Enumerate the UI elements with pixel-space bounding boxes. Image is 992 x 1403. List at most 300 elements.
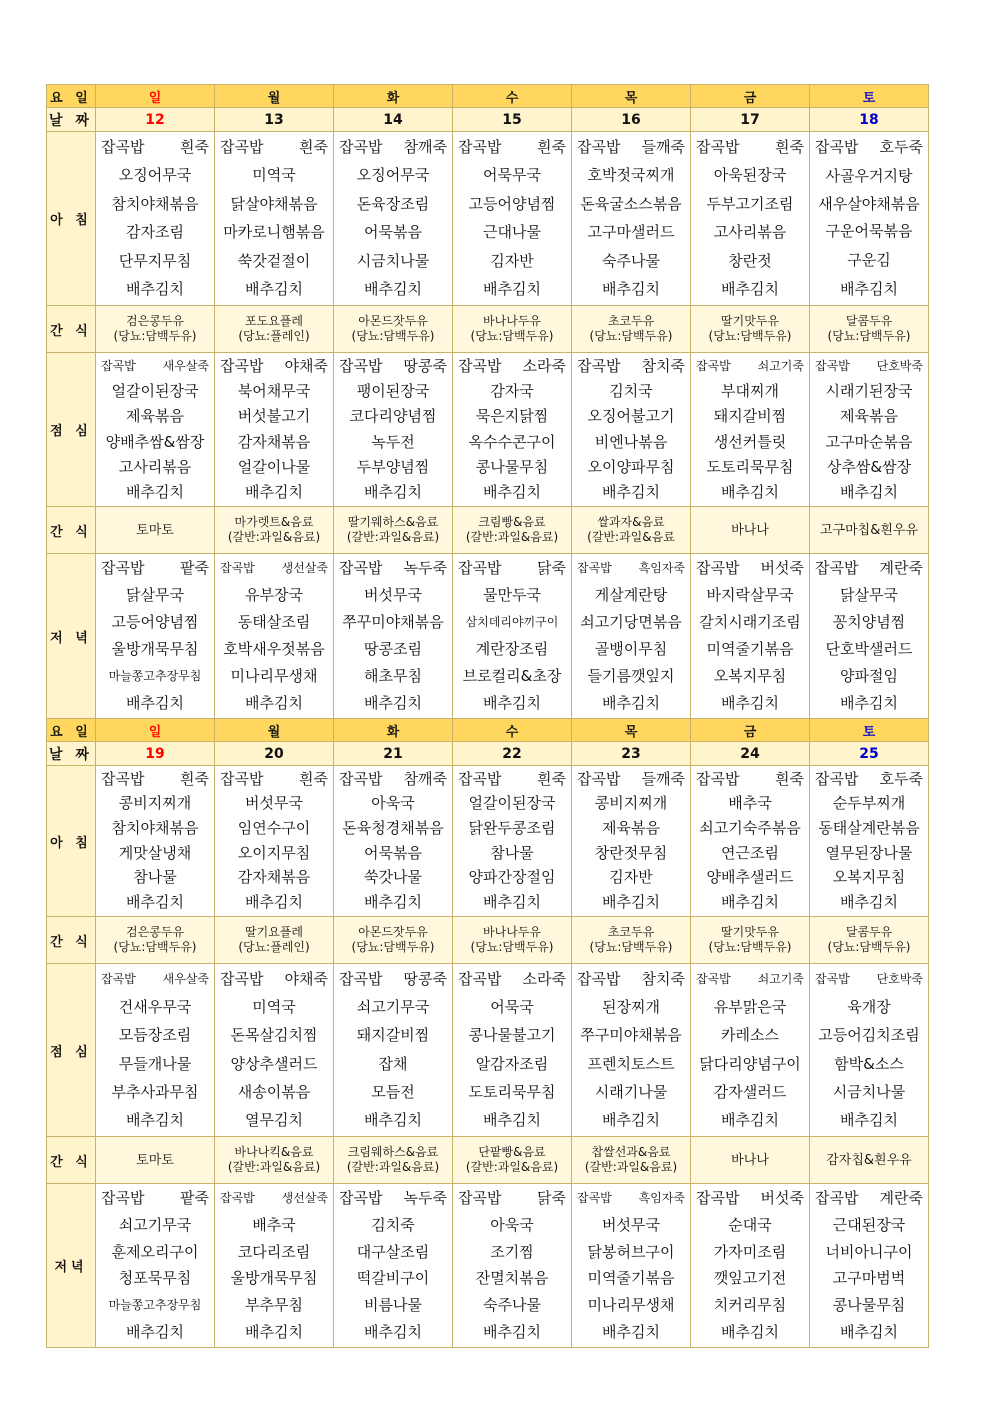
menu-item: 배추김치: [126, 482, 184, 501]
snack-item: 찹쌀선과&음료: [591, 1145, 671, 1159]
menu-item: 치커리무침: [713, 1296, 787, 1315]
menu-item: 배추김치: [721, 694, 779, 712]
menu-item: 잡곡밥 들깨죽: [577, 769, 685, 788]
weekday-cell: 일: [96, 719, 215, 742]
menu-item: 잡곡밥 팥죽: [101, 1188, 209, 1207]
menu-item: 잡곡밥 생선살죽: [220, 561, 328, 575]
menu-item: 잡곡밥 흰죽: [696, 137, 804, 156]
menu-item: 배추김치: [840, 280, 898, 299]
snack2-cell: [334, 507, 453, 554]
menu-item: 잡곡밥 야채죽: [220, 969, 328, 988]
weekday-cell: 토: [810, 85, 929, 108]
menu-item: 배추김치: [483, 1111, 541, 1130]
menu-item: 잡곡밥 흰죽: [458, 769, 566, 788]
menu-item: 잡곡밥 계란죽: [815, 559, 923, 577]
menu-item: 배추김치: [840, 893, 898, 912]
menu-item: 계란장조림: [475, 640, 549, 658]
menu-item: 건새우무국: [118, 997, 192, 1016]
menu-item: 배추김치: [245, 694, 303, 712]
menu-item: 콩나물불고기: [468, 1026, 556, 1045]
snack-item: (갈반:과일&음료): [465, 530, 559, 544]
menu-item: 미역국: [252, 166, 296, 185]
weekday-cell: 수: [453, 719, 572, 742]
snack2-cell: [215, 507, 334, 554]
snack1-row: [47, 917, 929, 964]
snack-item: 달콤두유: [845, 925, 893, 939]
menu-item: 제육볶음: [840, 407, 898, 426]
menu-item: 잡곡밥 흰죽: [220, 769, 328, 788]
menu-item: 잡곡밥 생선살죽: [220, 1190, 328, 1205]
lunch-row: [47, 964, 929, 1137]
weekday-cell: 일: [96, 85, 215, 108]
snack-item: 아몬드잣두유: [358, 925, 428, 939]
menu-item: 잡곡밥 들깨죽: [577, 137, 685, 156]
menu-item: 양배추샐러드: [706, 868, 794, 887]
menu-item: 제육볶음: [126, 407, 184, 426]
menu-item: 잡곡밥 흑임자죽: [577, 1190, 685, 1205]
menu-item: 임연수구이: [237, 819, 311, 838]
weekday-cell: 목: [572, 719, 691, 742]
snack-item: (갈반:과일&음료): [346, 530, 440, 544]
snack-item: 바나나: [731, 522, 769, 538]
menu-item: 배추김치: [721, 1111, 779, 1130]
menu-item: 부추무침: [245, 1296, 303, 1315]
snack-item: 달콤두유: [845, 314, 893, 328]
menu-item: 오이지무침: [237, 843, 311, 862]
lunch-cell: [334, 964, 453, 1137]
menu-item: 잡곡밥 흰죽: [458, 137, 566, 156]
weekday-label: 요 일: [47, 85, 96, 108]
menu-item: 배추김치: [483, 694, 541, 712]
dinner-cell: [691, 1184, 810, 1348]
menu-item: 생선커틀릿: [713, 432, 787, 451]
snack-item: (당뇨:플레인): [238, 329, 310, 343]
breakfast-row: [47, 132, 929, 306]
menu-item: 쭈꾸미야채볶음: [342, 613, 444, 631]
menu-item: 게맛살냉채: [118, 843, 192, 862]
menu-item: 잡곡밥 팥죽: [101, 559, 209, 577]
menu-item: 오복지무침: [713, 667, 787, 685]
breakfast-cell: [453, 766, 572, 917]
menu-item: 배추국: [728, 794, 772, 813]
snack-item: 고구마칩&흰우유: [819, 522, 919, 538]
menu-item: 마카로니햄볶음: [223, 223, 325, 242]
snack-item: (갈반:과일&음료): [465, 1160, 559, 1174]
menu-item: 쇠고기당면볶음: [580, 613, 682, 631]
menu-item: 닭살무국: [840, 586, 898, 604]
breakfast-cell: [334, 132, 453, 306]
menu-item: 시래기나물: [594, 1082, 668, 1101]
menu-item: 고등어김치조림: [818, 1026, 920, 1045]
lunch-label: 점 심: [47, 353, 96, 507]
snack-item: 딸기맛두유: [721, 314, 779, 328]
menu-item: 해초무침: [364, 667, 422, 685]
lunch-cell: [215, 964, 334, 1137]
menu-item: 김치국: [609, 382, 653, 401]
snack2-cell: [215, 1137, 334, 1184]
weekday-cell: 수: [453, 85, 572, 108]
menu-item: 배추김치: [721, 280, 779, 299]
menu-item: 배추김치: [602, 1111, 660, 1130]
menu-item: 잡곡밥 땅콩죽: [339, 357, 447, 376]
menu-item: 잡곡밥 새우살죽: [101, 971, 209, 986]
menu-item: 오징어무국: [118, 166, 192, 185]
snack-item: 딸기요플레: [245, 925, 303, 939]
date-cell: 24: [691, 742, 810, 766]
menu-item: 땅콩조림: [364, 640, 422, 658]
breakfast-cell: [572, 766, 691, 917]
lunch-label: 점 심: [47, 964, 96, 1137]
weekday-cell: 금: [691, 85, 810, 108]
date-row: [47, 742, 929, 766]
snack2-cell: [96, 507, 215, 554]
menu-item: 미나리무생채: [230, 667, 318, 685]
snack2-cell: [453, 1137, 572, 1184]
snack-item: 크림빵&음료: [478, 515, 546, 529]
snack2-label: 간 식: [47, 1137, 96, 1184]
snack-item: 바나나킥&음료: [234, 1145, 314, 1159]
snack1-cell: [572, 917, 691, 964]
menu-item: 가자미조림: [713, 1242, 787, 1261]
menu-item: 잡곡밥 소라죽: [458, 969, 566, 988]
menu-item: 삼치데리야끼구이: [465, 615, 559, 629]
menu-item: 배추김치: [126, 893, 184, 912]
date-cell: 25: [810, 742, 929, 766]
menu-item: 육개장: [847, 997, 891, 1016]
snack-item: (당뇨:담백두유): [827, 329, 911, 343]
breakfast-cell: [215, 132, 334, 306]
menu-item: 비엔나볶음: [594, 432, 668, 451]
dinner-label: 저녁: [47, 1184, 96, 1348]
menu-item: 콩나물무침: [475, 457, 549, 476]
menu-item: 숙주나물: [602, 251, 660, 270]
date-label: 날 짜: [47, 742, 96, 766]
dinner-cell: [453, 1184, 572, 1348]
snack-item: (당뇨:담백두유): [708, 940, 792, 954]
menu-item: 김자반: [609, 868, 653, 887]
menu-item: 시래기된장국: [825, 382, 913, 401]
menu-item: 된장찌개: [602, 997, 660, 1016]
date-cell: 18: [810, 108, 929, 132]
menu-item: 고사리볶음: [713, 223, 787, 242]
menu-item: 근대된장국: [832, 1215, 906, 1234]
menu-item: 고등어양념찜: [468, 194, 556, 213]
snack1-cell: [96, 306, 215, 353]
menu-item: 버섯무국: [364, 586, 422, 604]
dinner-cell: [334, 554, 453, 719]
dinner-cell: [96, 554, 215, 719]
menu-item: 배추김치: [721, 893, 779, 912]
snack1-cell: [572, 306, 691, 353]
menu-item: 북어채무국: [237, 382, 311, 401]
menu-item: 유부장국: [245, 586, 303, 604]
menu-item: 잡곡밥 녹두죽: [339, 1188, 447, 1207]
snack2-row: [47, 507, 929, 554]
snack-item: (갈반:과일&음료): [346, 1160, 440, 1174]
weekday-cell: 화: [334, 719, 453, 742]
snack-item: 검은콩두유: [126, 314, 184, 328]
meal-plan-table: [46, 84, 929, 1348]
breakfast-cell: [691, 766, 810, 917]
menu-item: 양파절임: [840, 667, 898, 685]
menu-item: 배추김치: [364, 1323, 422, 1342]
menu-item: 고사리볶음: [118, 457, 192, 476]
snack2-label: 간 식: [47, 507, 96, 554]
weekday-cell: 월: [215, 719, 334, 742]
menu-item: 시금치나물: [832, 1082, 906, 1101]
weekday-header-row: [47, 85, 929, 108]
snack-item: 토마토: [136, 522, 174, 538]
menu-item: 잡채: [378, 1054, 408, 1073]
dinner-cell: [453, 554, 572, 719]
menu-item: 쑥갓나물: [364, 868, 422, 887]
menu-item: 잡곡밥 흰죽: [220, 137, 328, 156]
menu-item: 팽이된장국: [356, 382, 430, 401]
menu-item: 얼갈이된장국: [468, 794, 556, 813]
menu-item: 알감자조림: [475, 1054, 549, 1073]
dinner-cell: [810, 1184, 929, 1348]
menu-item: 참치야채볶음: [111, 194, 199, 213]
dinner-row: [47, 1184, 929, 1348]
menu-item: 콩비지찌개: [594, 794, 668, 813]
menu-item: 유부맑은국: [713, 997, 787, 1016]
menu-item: 동태살조림: [237, 613, 311, 631]
dinner-label: 저 녁: [47, 554, 96, 719]
lunch-cell: [334, 353, 453, 507]
menu-item: 잡곡밥 계란죽: [815, 1188, 923, 1207]
snack-item: (갈반:과일&음료): [584, 1160, 678, 1174]
menu-item: 쭈구미야채볶음: [580, 1026, 682, 1045]
menu-item: 창란젓무침: [594, 843, 668, 862]
menu-item: 연근조림: [721, 843, 779, 862]
snack1-label: 간 식: [47, 917, 96, 964]
menu-item: 배추김치: [364, 893, 422, 912]
menu-item: 배추국: [252, 1215, 296, 1234]
menu-item: 훈제오리구이: [111, 1242, 199, 1261]
menu-item: 청포묵무침: [118, 1269, 192, 1288]
snack2-cell: [572, 507, 691, 554]
menu-item: 배추김치: [840, 694, 898, 712]
menu-item: 갈치시래기조림: [699, 613, 801, 631]
menu-item: 조기찜: [490, 1242, 534, 1261]
dinner-cell: [334, 1184, 453, 1348]
snack2-cell: [334, 1137, 453, 1184]
snack-item: 크림웨하스&음료: [347, 1145, 439, 1159]
lunch-cell: [215, 353, 334, 507]
menu-item: 코다리조림: [237, 1242, 311, 1261]
breakfast-cell: [96, 766, 215, 917]
menu-item: 잡곡밥 참깨죽: [339, 137, 447, 156]
menu-item: 잡곡밥 흰죽: [101, 769, 209, 788]
snack2-cell: [810, 1137, 929, 1184]
menu-item: 도토리묵무침: [706, 457, 794, 476]
snack-item: 포도요플레: [245, 314, 303, 328]
breakfast-label: 아 침: [47, 132, 96, 306]
menu-item: 쇠고기무국: [118, 1215, 192, 1234]
menu-item: 닭살무국: [126, 586, 184, 604]
menu-item: 고구마범벅: [832, 1269, 906, 1288]
menu-item: 돈목살김치찜: [230, 1026, 318, 1045]
snack-item: (당뇨:담백두유): [827, 940, 911, 954]
snack-item: (갈반:과일&음료: [587, 530, 675, 544]
menu-item: 닭봉허브구이: [587, 1242, 675, 1261]
snack1-cell: [810, 306, 929, 353]
snack1-cell: [96, 917, 215, 964]
menu-item: 잡곡밥 흰죽: [101, 137, 209, 156]
menu-item: 돈육굴소스볶음: [580, 194, 682, 213]
menu-item: 사골우거지탕: [825, 166, 913, 185]
snack1-cell: [334, 917, 453, 964]
menu-item: 오징어불고기: [587, 407, 675, 426]
menu-item: 배추김치: [602, 893, 660, 912]
weekday-label: 요 일: [47, 719, 96, 742]
menu-item: 참나물: [133, 868, 177, 887]
menu-item: 돼지갈비찜: [356, 1026, 430, 1045]
menu-item: 상추쌈&쌈장: [826, 457, 912, 476]
dinner-cell: [96, 1184, 215, 1348]
menu-item: 녹두전: [371, 432, 415, 451]
date-cell: 12: [96, 108, 215, 132]
snack-item: 검은콩두유: [126, 925, 184, 939]
menu-item: 돈육장조림: [356, 194, 430, 213]
menu-item: 오복지무침: [832, 868, 906, 887]
dinner-cell: [810, 554, 929, 719]
dinner-row: [47, 554, 929, 719]
menu-item: 잡곡밥 땅콩죽: [339, 969, 447, 988]
menu-item: 돈육청경채볶음: [342, 819, 444, 838]
menu-item: 새우살야채볶음: [818, 194, 920, 213]
menu-item: 배추김치: [721, 482, 779, 501]
weekday-header-row: [47, 719, 929, 742]
date-cell: 16: [572, 108, 691, 132]
snack2-cell: [96, 1137, 215, 1184]
snack-item: 쌀과자&음료: [597, 515, 665, 529]
menu-item: 버섯불고기: [237, 407, 311, 426]
menu-item: 얼갈이된장국: [111, 382, 199, 401]
snack-item: 감자칩&흰우유: [826, 1152, 912, 1168]
menu-item: 배추김치: [245, 280, 303, 299]
menu-item: 김치죽: [371, 1215, 415, 1234]
menu-item: 배추김치: [840, 1111, 898, 1130]
snack-item: (당뇨:담백두유): [113, 329, 197, 343]
menu-item: 바지락살무국: [706, 586, 794, 604]
lunch-row: [47, 353, 929, 507]
menu-item: 잡곡밥 단호박죽: [815, 971, 923, 986]
snack2-cell: [691, 507, 810, 554]
lunch-cell: [572, 353, 691, 507]
menu-item: 숙주나물: [483, 1296, 541, 1315]
menu-item: 배추김치: [721, 1323, 779, 1342]
menu-item: 함박&소스: [834, 1054, 904, 1073]
date-cell: 13: [215, 108, 334, 132]
menu-item: 시금치나물: [356, 251, 430, 270]
menu-item: 코다리양념찜: [349, 407, 437, 426]
snack2-cell: [691, 1137, 810, 1184]
snack2-row: [47, 1137, 929, 1184]
menu-item: 잡곡밥 쇠고기죽: [696, 359, 804, 374]
lunch-cell: [572, 964, 691, 1137]
menu-item: 버섯무국: [245, 794, 303, 813]
lunch-cell: [453, 964, 572, 1137]
snack-item: (당뇨:담백두유): [470, 329, 554, 343]
snack1-cell: [453, 306, 572, 353]
menu-item: 쑥갓겉절이: [237, 251, 311, 270]
menu-item: 미역줄기볶음: [587, 1269, 675, 1288]
menu-item: 잡곡밥 소라죽: [458, 357, 566, 376]
menu-item: 어묵국: [490, 997, 534, 1016]
breakfast-row: [47, 766, 929, 917]
menu-item: 잔멸치볶음: [475, 1269, 549, 1288]
menu-item: 아욱된장국: [713, 166, 787, 185]
menu-item: 닭살야채볶음: [230, 194, 318, 213]
breakfast-cell: [453, 132, 572, 306]
date-cell: 15: [453, 108, 572, 132]
dinner-cell: [572, 1184, 691, 1348]
menu-item: 마늘쫑고추장무침: [108, 669, 202, 683]
lunch-cell: [691, 353, 810, 507]
menu-item: 순두부찌개: [832, 794, 906, 813]
menu-item: 쇠고기무국: [356, 997, 430, 1016]
lunch-cell: [453, 353, 572, 507]
snack-item: 딸기웨하스&음료: [347, 515, 439, 529]
menu-item: 구운김: [847, 251, 891, 270]
date-cell: 23: [572, 742, 691, 766]
menu-item: 잡곡밥 참깨죽: [339, 769, 447, 788]
breakfast-label: 아 침: [47, 766, 96, 917]
menu-item: 열무된장나물: [825, 843, 913, 862]
menu-item: 잡곡밥 닭죽: [458, 559, 566, 577]
menu-item: 잡곡밥 단호박죽: [815, 359, 923, 374]
menu-item: 울방개묵무침: [111, 640, 199, 658]
menu-item: 양상추샐러드: [230, 1054, 318, 1073]
menu-item: 잡곡밥 버섯죽: [696, 559, 804, 577]
snack-item: (당뇨:담백두유): [351, 940, 435, 954]
menu-item: 배추김치: [483, 1323, 541, 1342]
menu-item: 호박젓국찌개: [587, 166, 675, 185]
menu-item: 너비아니구이: [825, 1242, 913, 1261]
menu-item: 도토리묵무침: [468, 1082, 556, 1101]
menu-item: 김자반: [490, 251, 534, 270]
snack-item: 바나나두유: [483, 925, 541, 939]
menu-item: 대구살조림: [356, 1242, 430, 1261]
menu-item: 창란젓: [728, 251, 772, 270]
menu-item: 고등어양념찜: [111, 613, 199, 631]
lunch-cell: [691, 964, 810, 1137]
menu-item: 브로컬리&초장: [462, 667, 562, 685]
date-cell: 17: [691, 108, 810, 132]
snack-item: 바나나: [731, 1152, 769, 1168]
snack-item: (당뇨:담백두유): [708, 329, 792, 343]
menu-item: 감자조림: [126, 223, 184, 242]
menu-item: 무들개나물: [118, 1054, 192, 1073]
menu-item: 오이양파무침: [587, 457, 675, 476]
snack1-label: 간 식: [47, 306, 96, 353]
breakfast-cell: [691, 132, 810, 306]
snack1-cell: [334, 306, 453, 353]
menu-item: 잡곡밥 참치죽: [577, 357, 685, 376]
snack1-cell: [215, 306, 334, 353]
menu-item: 들기름깻잎지: [587, 667, 675, 685]
menu-item: 감자채볶음: [237, 868, 311, 887]
menu-item: 잡곡밥 호두죽: [815, 769, 923, 788]
breakfast-cell: [810, 766, 929, 917]
snack-item: 초코두유: [607, 925, 655, 939]
menu-item: 모듬전: [371, 1082, 415, 1101]
menu-item: 고구마순볶음: [825, 432, 913, 451]
menu-item: 쇠고기숙주볶음: [699, 819, 801, 838]
menu-item: 잡곡밥 쇠고기죽: [696, 971, 804, 986]
menu-item: 물만두국: [483, 586, 541, 604]
